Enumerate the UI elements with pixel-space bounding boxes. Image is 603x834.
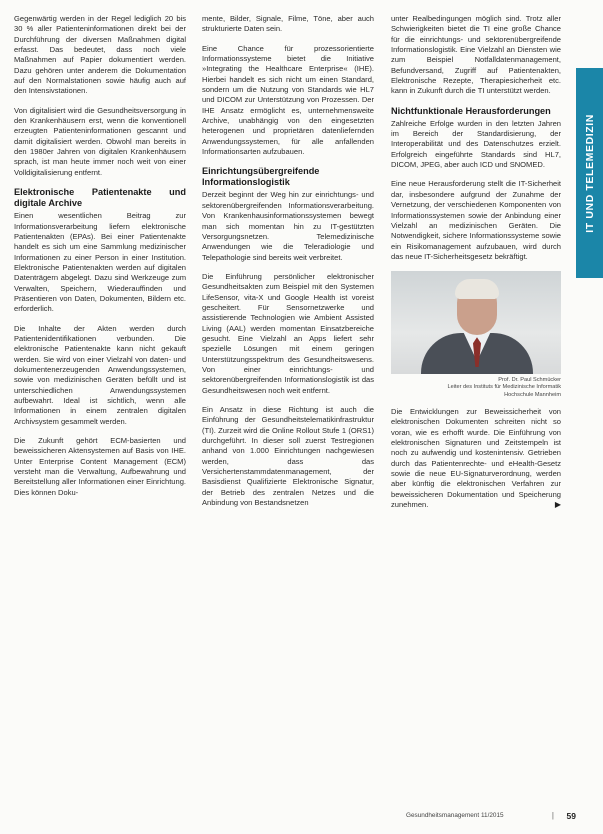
caption-role: Leiter des Instituts für Medizinische Informatik [447,384,561,391]
continue-arrow-icon: ▶ [554,499,561,509]
paragraph: Die Entwicklungen zur Beweissicherheit von elektronischen Dokumenten schreiten nicht so voran, wie es erhofft wurde. Die Einführung von elektronischen Signaturen und Zeitstempeln ist noch zu aufwendig und kostenintensiv. Getrieben durch das Patientenrechte- und eHealth-Gesetz sowie die neue EU-Signaturverordnung, werden aber künftig die elektronischen Verfahren zur beweissicheren Dokumentation und Speicherung zunehmen. ▶ [391,406,561,509]
paragraph: unter Realbedingungen möglich sind. Trotz aller Schwierigkeiten bietet die TI eine große Chance für die einrichtungs- und sektorenübergreifende Informationslogistik. Eine Vielzahl an Diensten wie zum Beispiel Notfalldatenmanagement, Befundversand, Zugriff auf Patientenakten, Elektronische Rezepte, Therapiesicherheit etc. kann in Zukunft durch die TI unterstützt werden. [391,14,561,96]
publication-name: Gesundheitsmanagement 11/2015 [406,812,504,819]
paragraph: Ein Ansatz in diese Richtung ist auch die Einführung der Gesundheitstelematikinfrastruktur (TI). Zurzeit wird die Online Rollout Stufe 1 (ORS1) durchgeführt. In dieser soll zuerst Testregionen anhand von 1.000 Einrichtungen nachgewiesen werden, dass das Versichertenstammdatenmanagement, der Basisdienst Qualifizierte Elektronische Signatur, der Betrieb des zentralen Netzes und die Anbindung von Bestandsnetzen [202,405,374,508]
section-heading: Nichtfunktionale Herausforderungen [391,105,551,116]
caption-name: Prof. Dr. Paul Schmücker [498,377,561,384]
column-1 [14,14,186,507]
author-photo [391,271,561,374]
paragraph: Die Zukunft gehört ECM-basierten und beweissicheren Aktensystemen auf Basis von IHE. Unter Enterprise Content Management (ECM) versteht man die Verwaltung, Aufbewahrung und Bereitstellung aller Informationen einer Einrichtung. Dies können Doku- [14,436,186,497]
footer-divider: | [551,811,554,820]
caption-institution: Hochschule Mannheim [504,391,561,398]
section-tab [576,68,603,278]
paragraph: Gegenwärtig werden in der Regel lediglich 20 bis 30 % aller Patienteninformationen direkt bei der Durchführung der diversen Maßnahmen digital erfasst. Das bedeutet, dass noch viele Maßnahmen auf Papier dokumentiert werden. Dazu gehören unter anderem die Dokumentation auf den Normalstationen sowie häufig auch auf den Intensivstationen. [14,14,186,96]
paragraph: Eine Chance für prozessorientierte Informationssysteme bietet die Initiative »Integrating the Healthcare Enterprise« (IHE). Hierbei handelt es sich nicht um einen Standard, sondern um die Nutzung von Standards wie HL7 und DICOM zur Unterstützung von Prozessen. Der IHE Ansatz ermöglicht es, unternehmensweite Archive, unabhängig von den eingesetzten heterogenen und proprietären datenliefernden Anwendungssystemen, für alle anfallenden Informationsarten aufzubauen. [202,43,374,157]
page-footer [406,812,576,819]
column-2 [202,14,374,517]
paragraph: Einen wesentlichen Beitrag zur Informationsverarbeitung liefern elektronische Patientenakten (EPAs). Bei einer Patientenakte handelt es sich um eine Sammlung medizinischer Informationen zu einer Person in einer Institution. Elektronische Patientenakten werden auf digitalen Datenträgern abgelegt. Dazu sind Werkzeuge zum Verwalten, Speichern, Wiederauffinden und Präsentieren von Daten, Dokumenten, Bildern etc. erforderlich. [14,211,186,314]
page-number: 59 [566,811,576,821]
photo-caption [391,377,561,399]
paragraph: Von digitalisiert wird die Gesundheitsversorgung in den Krankenhäusern erst, wenn die konventionell erzeugten Patienteninformationen gescannt und damit digitalisiert werden. Obwohl man bereits in den 1980er Jahren von digitalen Krankenhäusern sprach, ist man heute immer noch weit von einer Volldigitalisierung entfernt. [14,105,186,177]
paragraph: Die Einführung persönlicher elektronischer Gesundheitsakten zum Beispiel mit den Systemen LifeSensor, vita-X und Google Health ist voreist gescheitert. Für Sensornetzwerke und assistierende Technologien wie Ambient Assisted Living (AAL) werden momentan Einsatzbereiche gesucht. Eine Vielzahl an Apps liefert sehr spezielle Lösungen mit einem geringen Unterstützungsspektrum des Gesundheitswesens. Von einer einrichtungs- und sektorenübergreifenden Informationslogistik ist das Gesundheitswesen noch weit entfernt. [202,271,374,395]
paragraph: Eine neue Herausforderung stellt die IT-Sicherheit dar, insbesondere aufgrund der Zunahme der Vernetzung, der verschiedenen Komponenten von Informationssystemen sowie der Anbindung einer Vielzahl an medizinischen Geräten. Die Notwendigkeit, sichere Informationssysteme sowie ein Risikomanagement aufzubauen, wird durch das neue IT-Sicherheitsgesetz bekräftigt. [391,179,561,261]
paragraph: Derzeit beginnt der Weg hin zur einrichtungs- und sektorenübergreifenden Informationsverarbeitung. Von Krankenhausinformationssystemen bewegt man sich momentan hin zu IT-gestützten Versorgungsnetzen. Telemedizinische Anwendungen wie die Teleradiologie und Telepathologie sind bereits weit verbreitet. [202,190,374,262]
section-heading: Einrichtungsübergreifende Informationslogistik [202,166,320,188]
paragraph: mente, Bilder, Signale, Filme, Töne, aber auch strukturierte Daten sein. [202,14,374,34]
section-tab-label: IT UND TELEMEDIZIN [583,113,596,233]
column-3 [391,14,561,519]
paragraph: Zahlreiche Erfolge wurden in den letzten Jahren im Bereich der Standardisierung, der Interoperabilität und des Datenschutzes erzielt. Erfolgreich eingeführte Standards sind HL7, DICOM, JPEG, aber auch ICD und SNOMED. [391,118,561,170]
paragraph: Die Inhalte der Akten werden durch Patientenidentifikationen verbunden. Die elektronische Patientenakte kann nicht gekauft werden. Sie wird von einer Vielzahl von daten- und dokumentenerzeugenden Anwendungssystemen, sowie von medizinischen Geräten befüllt und ist unterschiedlichen Anwendungssystemen aufbewahrt. Ideal ist sichtlich, wenn alle Informationen in einem zentralen digitalen Archivsystem gesammelt werden. [14,323,186,426]
section-heading: Elektronische Patientenakte und digitale Archive [14,187,186,209]
